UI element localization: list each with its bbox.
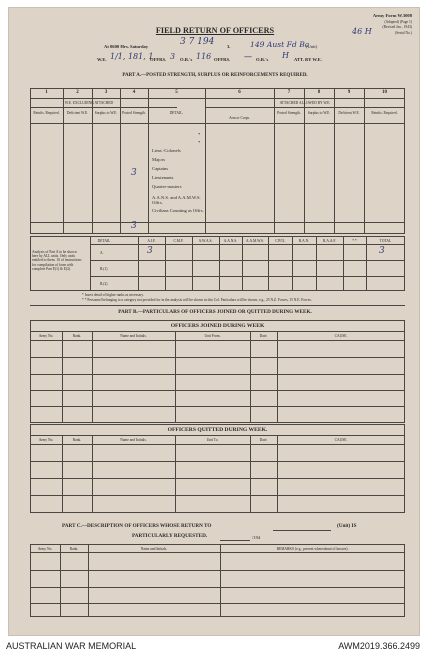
part-c-requested: PARTICULARLY REQUESTED. [132,533,208,539]
rule [30,406,405,407]
we-label: W.E. [97,57,107,62]
analysis-total-handwritten: 3 [379,246,385,256]
col-number: 10 [382,90,387,95]
part-c-table [30,544,405,617]
col-head-reinfts-att: Reinfts. Required. [371,111,398,115]
col-head-deficient-att: Deficient W.E. [338,111,360,115]
col-head-detail: DETAIL. [169,111,184,115]
analysis-row-b1: B.(1) [100,267,108,271]
quitted-head-cause: CAUSE. [334,438,348,442]
rule [30,603,405,604]
rule [175,331,176,423]
part-c-head-rank: Rank. [69,547,79,551]
analysis-row-a: A. [100,251,104,255]
date-blank-line [220,540,250,541]
analysis-head-other: * * [352,239,357,243]
analysis-head-aans: A.A.N.S. [223,239,238,243]
ors-label: O.R.'s [180,57,193,62]
rule [30,305,405,306]
archive-footer [0,640,426,653]
rule [220,544,221,617]
quitted-head-name: Name and Initials. [120,438,147,442]
rule [205,88,206,234]
rule [62,435,63,513]
rule [30,552,405,553]
rule [30,357,405,358]
part-c-head-remarks: REMARKS (e.g., present whereabouts if known). [276,547,349,551]
rule [205,107,405,108]
rule [30,374,405,375]
rule [60,544,61,617]
part-c-head-name: Name and Initials. [140,547,168,551]
analysis-head-aif: A.I.F. [147,239,156,243]
unit-label: (Unit) [306,44,318,49]
col-number: 9 [347,90,351,95]
rule [277,331,278,423]
analysis-note: Analysis of Part A to be shown here by ALL units. Only units entitled to them. 10 of instructions for compilation of form with complete Part E(1) & E(2). [32,250,82,271]
date-handwritten: 3 7 194 [180,37,215,47]
rule [138,236,139,291]
rank-lieutenants: Lieutenants [152,175,174,180]
rule [292,236,293,291]
col-head-surplus-att: Surplus to W.E. [307,111,331,115]
asterisk-mark: * [198,132,201,137]
rank-civilians: Civilians Counting as Offrs. [152,208,204,213]
col-head-posted: Posted Strength. [122,111,146,115]
rank-quarter-masters: Quarter-masters [152,184,182,189]
unit-handwritten: 149 Aust Fd Ba [250,40,310,49]
offrs2-handwritten: — [244,52,252,61]
part-a-table [30,88,405,234]
part-a-title: PART A.—POSTED STRENGTH, SURPLUS OR REINFORCEMENTS REQUIRED. [122,73,308,78]
analysis-head-total: TOTAL [379,239,392,243]
quitted-title: OFFICERS QUITTED DURING WEEK. [167,427,268,433]
rule [343,236,344,291]
col-number: 5 [175,90,178,95]
serial-handwritten: 46 H [352,27,372,36]
form-adapted: (Adapted) (Page 1) [384,20,412,24]
part-b-title: PART B.—PARTICULARS OF OFFICERS JOINED OR QUITTED DURING WEEK. [118,309,312,315]
rule [30,495,405,496]
quitted-head-date: Date. [259,438,268,442]
analysis-head-awas: A.W.A.S. [198,239,213,243]
col-number: 4 [132,90,136,95]
footer-institution: AUSTRALIAN WAR MEMORIAL [6,641,137,651]
rule [30,331,405,332]
analysis-head-cmf: C.M.F. [173,239,184,243]
group-right-head: ATTACHED ALLOWED BY W.E. [279,101,331,105]
rule [30,340,405,341]
form-revised: (Revised Jan., 1943) [382,25,412,29]
rule [30,461,405,462]
rule [120,88,121,234]
rule [30,435,405,436]
asterisk-mark: * [198,140,201,145]
rank-captains: Captains [152,166,169,171]
rule [30,587,405,588]
rule [242,236,243,291]
col-head-surplus: Surplus to W.E. [94,111,118,115]
serial-label: (Serial No.) [395,31,412,35]
rule [30,107,177,108]
year-suffix: 3. [227,44,231,49]
quitted-head-rank: Rank. [72,438,82,442]
rule [148,88,149,234]
ors2-handwritten: H [282,51,289,60]
rule [316,236,317,291]
rule [62,331,63,423]
rule [30,123,405,124]
joined-head-name: Name and Initials. [120,334,147,338]
rank-majors: Majors [152,157,166,162]
quitted-head-army-no: Army No. [38,438,54,442]
rule [304,88,305,234]
col-number: 1 [45,90,48,95]
analysis-footnote-2: * * Personnel belonging to a category not provided for in the analysis will be shown in this Col. Particulars will be shown, e.g., 25 N.Z. Forces, 15 N.E. Forces. [82,298,312,302]
rule [268,236,269,291]
analysis-footnote-1: * Insert detail of higher ranks as necessary. [82,293,144,297]
form-number: Army Form W.3008 [372,13,412,18]
analysis-head-raaf: R.A.A.F. [323,239,336,243]
col-head-deficient: Deficient W.E. [66,111,89,115]
analysis-aif-handwritten: 3 [147,246,153,256]
analysis-head-ran: R.A.N. [298,239,310,243]
offrs-label: OFFRS. [150,57,167,62]
joined-head-rank: Rank. [72,334,82,338]
unit-blank-line [273,530,331,531]
rule [366,236,367,291]
joined-head-date: Date. [259,334,268,338]
rule [165,236,166,291]
col-number: 8 [317,90,321,95]
rule [92,88,93,234]
ors-handwritten: 116 [196,52,212,61]
col-number: 3 [104,90,108,95]
quitted-head-unit-to: Unit To. [206,438,219,442]
posted-strength-handwritten: 3 [131,168,137,178]
col-head-reinfts: Reinfts. Required. [33,111,60,115]
rule [30,444,405,445]
rule [63,88,64,234]
offrs2-label: OFFRS. [214,57,231,62]
rule [92,435,93,513]
rule [175,435,176,513]
rule [30,570,405,571]
ors2-label: O.R.'s [256,57,269,62]
joined-head-cause: CAUSE. [334,334,348,338]
joined-head-army-no: Army No. [38,334,54,338]
rule [364,88,365,234]
rule [30,390,405,391]
rule [219,236,220,291]
posted-total-handwritten: 3 [131,221,137,231]
rule [250,331,251,423]
rank-aans: A.A.N.S. and A.A.M.W.S. Offrs. [152,195,201,206]
footer-accession: AWM2019.366.2499 [338,641,420,651]
analysis-head-detail: DETAIL [97,239,111,243]
joined-head-unit-from: Unit From. [204,334,221,338]
part-c-title: PART C.—DESCRIPTION OF OFFICERS WHOSE RETURN TO [62,523,212,529]
rank-lieut-colonels: Lieut.-Colonels [152,148,181,153]
we-handwritten: 1/1, 181, 1 [110,52,154,61]
rule [30,478,405,479]
rule [88,544,89,617]
rule [192,236,193,291]
group-left-head: W.E. EXCLUDING ATTACHED [64,101,114,105]
rule [30,222,405,223]
analysis-head-civil: CIVIL [275,239,285,243]
col-number: 7 [287,90,291,95]
analysis-row-b2: B.(2) [100,282,108,286]
part-c-unit-is: (Unit) IS [337,523,357,529]
time-day-label: At 0600 Hrs. Saturday [104,44,149,49]
analysis-head-aamws: A.A.M.W.S. [246,239,264,243]
rule [30,98,405,99]
joined-title: OFFICERS JOINED DURING WEEK [170,323,265,329]
offrs-handwritten: 3 [170,52,176,61]
rule [274,88,275,234]
rule [334,88,335,234]
col-head-posted-att: Posted Strength. [277,111,301,115]
attached-label: ATT. BY W.E. [294,57,322,62]
part-c-head-army-no: Army No. [37,547,53,551]
rule [277,435,278,513]
col-number: 2 [76,90,79,95]
form-title: FIELD RETURN OF OFFICERS [155,26,275,35]
rule [92,331,93,423]
col-head-arm: Arm or Corps. [229,116,250,120]
part-c-year: /194 [252,535,261,540]
col-number: 6 [238,90,241,95]
rule [250,435,251,513]
